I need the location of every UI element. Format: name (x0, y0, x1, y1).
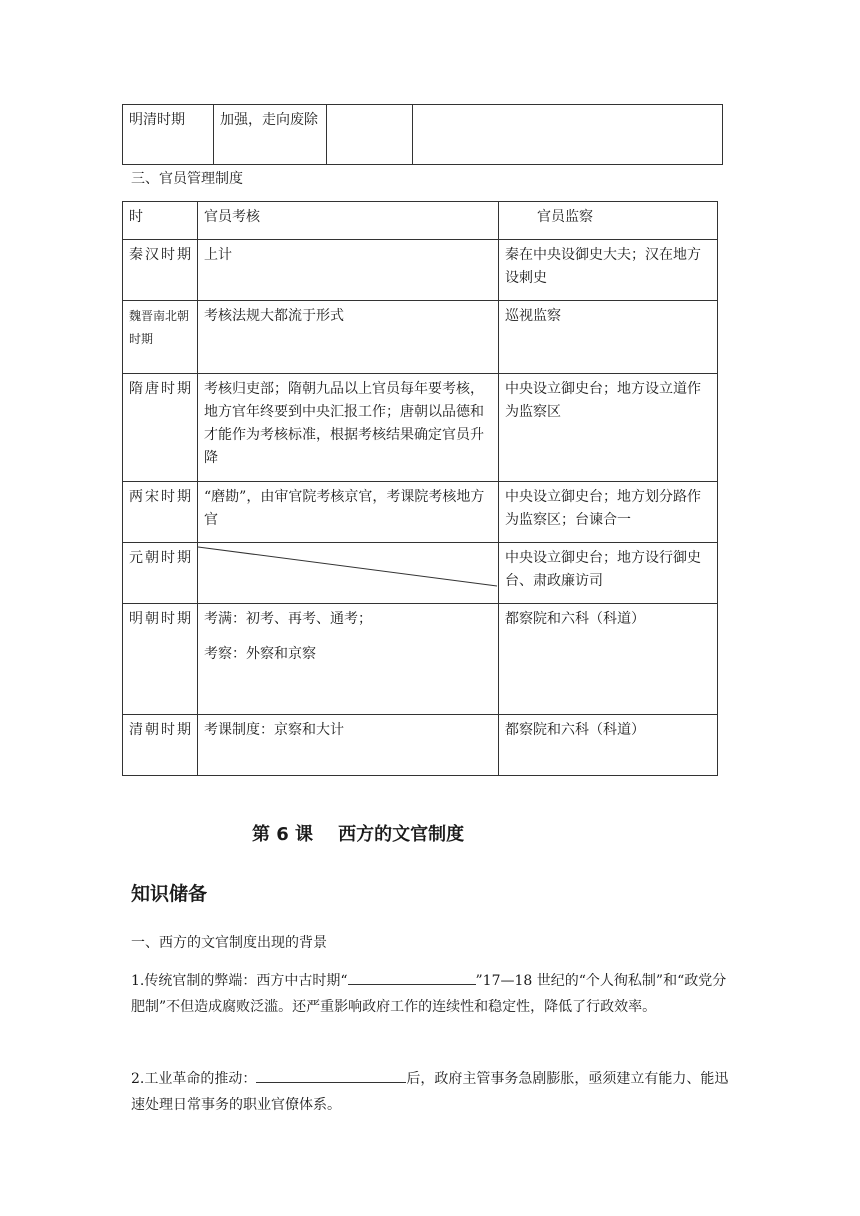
official-management-table (122, 201, 718, 776)
assessment-line-2: 考察：外察和京察 (204, 646, 316, 662)
supervision-cell: 秦在中央设御史大夫；汉在地方设刺史 (499, 240, 718, 301)
assessment-cell: 上计 (198, 240, 499, 301)
supervision-cell: 中央设立御史台；地方设立道作为监察区 (499, 374, 718, 482)
lesson-name: 西方的文官制度 (338, 824, 465, 845)
assessment-cell: 考课制度：京察和大计 (198, 715, 499, 776)
paragraph-2-text-b: 后，政府主管事务急剧膨胀，亟须建立有能力、能迅速处理日常事务的职业官僚体系。 (131, 1071, 729, 1113)
header-period: 时 (123, 202, 198, 240)
header-assessment: 官员考核 (198, 202, 499, 240)
table-row (123, 301, 718, 374)
period-cell: 明朝时期 (123, 604, 198, 715)
period-cell: 秦汉时期 (123, 240, 198, 301)
supervision-cell: 巡视监察 (499, 301, 718, 374)
empty-cell (413, 105, 723, 165)
supervision-cell: 中央设立御史台；地方划分路作为监察区；台谏合一 (499, 482, 718, 543)
assessment-cell (198, 604, 499, 715)
table-row (123, 105, 723, 165)
supervision-cell: 都察院和六科（科道） (499, 604, 718, 715)
knowledge-heading: 知识储备 (131, 883, 208, 905)
period-cell: 明清时期 (123, 105, 214, 165)
diagonal-line (198, 543, 499, 604)
assessment-cell: 考核归吏部；隋朝九品以上官员每年要考核，地方官年终要到中央汇报工作；唐朝以品德和才能作为考核标准，根据考核结果确定官员升降 (198, 374, 499, 482)
table-row (123, 240, 718, 301)
table-row (123, 482, 718, 543)
header-supervision: 官员监察 (499, 202, 718, 240)
assessment-cell: “磨勘”，由审官院考核京官，考课院考核地方官 (198, 482, 499, 543)
supervision-cell: 都察院和六科（科道） (499, 715, 718, 776)
top-table (122, 104, 723, 165)
fill-blank-2 (256, 1066, 406, 1083)
table-row (123, 715, 718, 776)
table-row (123, 374, 718, 482)
period-cell: 魏晋南北朝时期 (123, 301, 198, 374)
paragraph-1-text-b: ”17—18 世纪的“个人徇私制”和“政党分肥制”不但造成腐败泛滥。还严重影响政府工作的连续性和稳定性，降低了行政效率。 (131, 973, 727, 1015)
header-row (123, 202, 718, 240)
period-cell: 隋唐时期 (123, 374, 198, 482)
section-title: 三、官员管理制度 (131, 171, 243, 187)
period-cell: 两宋时期 (123, 482, 198, 543)
supervision-cell: 中央设立御史台；地方设行御史台、肃政廉访司 (499, 543, 718, 604)
table-row (123, 604, 718, 715)
lesson-number: 第 6 课 (252, 824, 314, 845)
subsection-title: 一、西方的文官制度出现的背景 (131, 935, 327, 951)
table-row (123, 543, 718, 604)
paragraph-1-text-a: 1.传统官制的弊端：西方中古时期“ (131, 973, 348, 989)
fill-blank-1 (348, 968, 476, 985)
empty-cell (327, 105, 413, 165)
paragraph-2-text-a: 2.工业革命的推动： (131, 1071, 257, 1087)
period-cell: 元朝时期 (123, 543, 198, 604)
lesson-title (252, 820, 464, 846)
trend-cell: 加强，走向废除 (214, 105, 327, 165)
period-cell: 清朝时期 (123, 715, 198, 776)
assessment-line-1: 考满：初考、再考、通考； (204, 611, 372, 627)
paragraph-1 (131, 968, 736, 1020)
diagonal-empty-cell (198, 543, 499, 604)
paragraph-2 (131, 1066, 736, 1118)
assessment-cell: 考核法规大都流于形式 (198, 301, 499, 374)
